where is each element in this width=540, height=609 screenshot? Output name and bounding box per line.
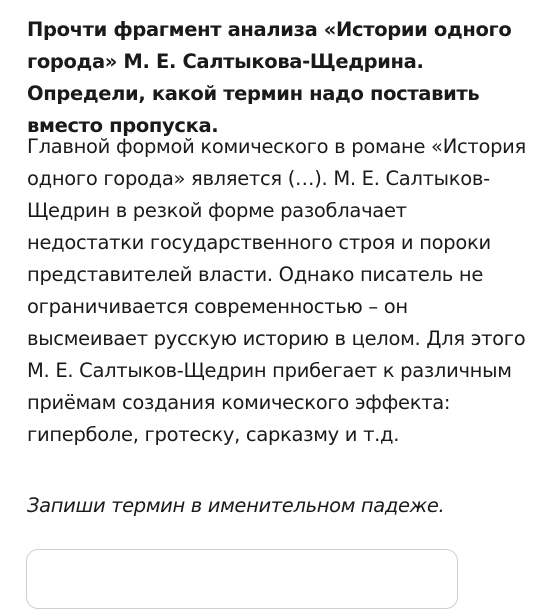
answer-instruction: Запиши термин в именительном падеже. bbox=[27, 494, 445, 517]
task-title: Прочти фрагмент анализа «Истории одного города» М. Е. Салтыкова-Щедрина. Определи, какой термин надо поставить вместо пропуска. bbox=[27, 18, 512, 137]
answer-input[interactable] bbox=[26, 549, 458, 609]
passage-text: Главной формой комического в романе «История одного города» является (…). М. Е. Салтыков-Щедрин в резкой форме разоблачает недостатки государственного строя и пороки представителей власти. Однако писатель не ограничивается современностью – он высмеивает русскую историю в целом. Для этого М. Е. Салтыков-Щедрин прибегает к различным приёмам создания комического эффекта: гиперболе, гротеску, сарказму и т.д. bbox=[27, 135, 526, 446]
